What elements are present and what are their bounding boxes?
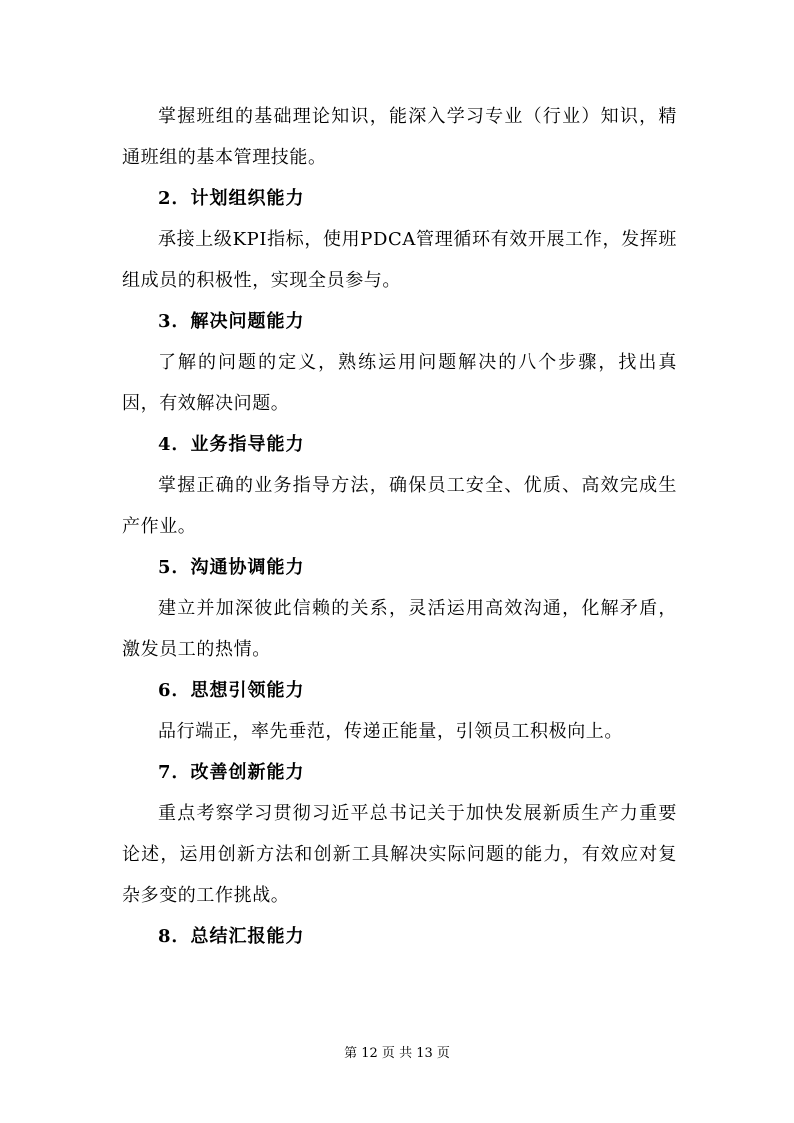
heading-communication: 5．沟通协调能力 xyxy=(158,557,305,578)
paragraph-planning-organizing: 承接上级KPI指标，使用PDCA管理循环有效开展工作，发挥班组成员的积极性，实现全员参与。 xyxy=(122,229,677,291)
page-number-footer: 第 12 页 共 13 页 xyxy=(344,1046,450,1061)
paragraph-communication: 建立并加深彼此信赖的关系，灵活运用高效沟通，化解矛盾，激发员工的热情。 xyxy=(122,598,677,660)
paragraph-problem-solving: 了解的问题的定义，熟练运用问题解决的八个步骤，找出真因，有效解决问题。 xyxy=(122,352,677,414)
heading-business-guidance: 4．业务指导能力 xyxy=(158,434,305,455)
paragraph-business-guidance: 掌握正确的业务指导方法，确保员工安全、优质、高效完成生产作业。 xyxy=(122,475,677,537)
heading-summary-reporting: 8．总结汇报能力 xyxy=(158,926,305,947)
heading-improvement-innovation: 7．改善创新能力 xyxy=(158,762,305,783)
document-body xyxy=(122,96,677,957)
paragraph-improvement-innovation: 重点考察学习贯彻习近平总书记关于加快发展新质生产力重要论述，运用创新方法和创新工具解决实际问题的能力，有效应对复杂多变的工作挑战。 xyxy=(122,803,677,906)
paragraph-thought-leadership: 品行端正，率先垂范，传递正能量，引领员工积极向上。 xyxy=(158,721,623,742)
heading-problem-solving: 3．解决问题能力 xyxy=(158,311,305,332)
heading-thought-leadership: 6．思想引领能力 xyxy=(158,680,305,701)
paragraph-basic-knowledge: 掌握班组的基础理论知识，能深入学习专业（行业）知识，精通班组的基本管理技能。 xyxy=(122,106,677,168)
heading-planning-organizing: 2．计划组织能力 xyxy=(158,188,305,209)
